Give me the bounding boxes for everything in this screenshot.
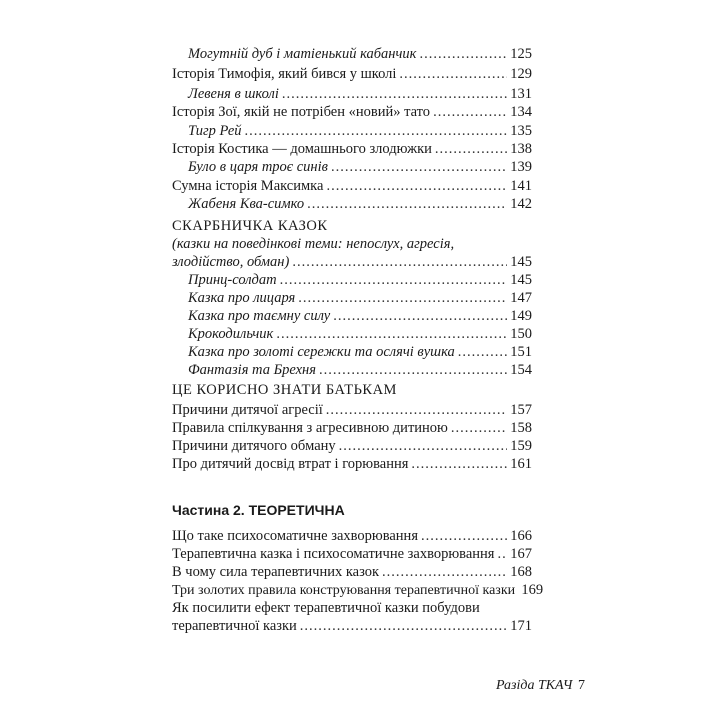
toc-entry-title: Три золотих правила конструювання терапевтичної казки: [172, 583, 516, 598]
toc-entry: [172, 290, 532, 308]
page-number: 7: [578, 678, 585, 693]
toc-entry: [172, 196, 532, 214]
section-heading: ЦЕ КОРИСНО ЗНАТИ БАТЬКАМ: [172, 382, 397, 398]
toc-entry-title: Сумна історія Максимка: [172, 178, 324, 194]
toc-entry-page: 154: [510, 362, 532, 378]
toc-entry-page: 134: [510, 104, 532, 120]
toc-entry-title-line1: Як посилити ефект терапевтичної казки побудови: [172, 600, 480, 616]
toc-entry-page: 125: [510, 46, 532, 62]
toc-entry: [172, 582, 544, 600]
toc-entry: [172, 272, 532, 290]
toc-entry-page: 139: [510, 159, 532, 175]
toc-entry-title: Левеня в школі: [188, 86, 279, 102]
toc-entry-title: Правила спілкування з агресивною дитиною: [172, 420, 448, 436]
toc-entry: [172, 104, 532, 122]
toc-entry: [172, 86, 532, 104]
toc-entry-page: 149: [510, 308, 532, 324]
toc-entry: [172, 46, 532, 64]
toc-entry-title: Казка про лицаря: [188, 290, 296, 306]
section-subtitle: (казки на поведінкові теми: непослух, агресія,: [172, 236, 455, 252]
toc-entry: [172, 456, 532, 474]
toc-entry: [172, 528, 532, 546]
toc-entry: [172, 362, 532, 380]
section-subtitle-cont: злодійство, обман): [172, 254, 290, 270]
toc-entry: [172, 254, 532, 272]
toc-entry-page: 168: [510, 564, 532, 580]
toc-entry-page: 158: [510, 420, 532, 436]
toc-entry-page: 142: [510, 196, 532, 212]
toc-entry: [172, 308, 532, 326]
toc-entry-title: Історія Костика — домашнього злодюжки: [172, 141, 432, 157]
part-heading: Частина 2. ТЕОРЕТИЧНА: [172, 502, 345, 518]
toc-entry-title: Жабеня Ква-симко: [188, 196, 305, 212]
toc-entry: [172, 159, 532, 177]
toc-entry: [172, 141, 532, 159]
toc-entry-title: В чому сила терапевтичних казок: [172, 564, 380, 580]
toc-entry-title: Терапевтична казка і психосоматичне захворювання: [172, 546, 495, 562]
toc-entry: [172, 420, 532, 438]
toc-entry-title: Було в царя троє синів: [188, 159, 328, 175]
toc-entry-title: Що таке психосоматичне захворювання: [172, 528, 418, 544]
toc-entry-page: 141: [510, 178, 532, 194]
toc-entry: [172, 326, 532, 344]
toc-entry-page: 169: [521, 582, 544, 598]
section-heading: СКАРБНИЧКА КАЗОК: [172, 218, 328, 234]
toc-entry: [172, 546, 532, 564]
toc-entry-title: Історія Тимофія, який бився у школі: [172, 66, 397, 82]
toc-entry-title: терапевтичної казки: [172, 618, 297, 634]
toc-entry-page: 166: [510, 528, 532, 544]
toc-entry-title: Про дитячий досвід втрат і горювання: [172, 456, 409, 472]
toc-entry-page: 159: [510, 438, 532, 454]
toc-entry-title: Причини дитячої агресії: [172, 402, 323, 418]
toc-entry: [172, 344, 532, 362]
toc-entry-page: 145: [510, 272, 532, 288]
toc-entry: [172, 66, 532, 84]
toc-entry: [172, 178, 532, 196]
toc-entry: [172, 123, 532, 141]
toc-entry-page: 151: [510, 344, 532, 360]
toc-entry-page: 138: [510, 141, 532, 157]
toc-entry-title: Могутній дуб і матіенький кабанчик: [188, 46, 417, 62]
toc-entry-title: Казка про таємну силу: [188, 308, 331, 324]
toc-entry: [172, 402, 532, 420]
toc-entry-page: 150: [510, 326, 532, 342]
toc-entry-page: 157: [510, 402, 532, 418]
toc-entry-page: 161: [510, 456, 532, 472]
toc-entry-title: Принц-солдат: [188, 272, 277, 288]
toc-entry-title: Тигр Рей: [188, 123, 242, 139]
toc-entry-page: 167: [510, 546, 532, 562]
toc-entry-title: Причини дитячого обману: [172, 438, 336, 454]
toc-entry: [172, 438, 532, 456]
toc-entry-title: Крокодильчик: [188, 326, 274, 342]
toc-entry-title: Історія Зої, якій не потрібен «новий» тато: [172, 104, 431, 120]
running-footer-author: Разіда ТКАЧ: [496, 678, 573, 693]
toc-entry-page: 135: [510, 123, 532, 139]
toc-entry: [172, 618, 532, 636]
toc-entry-page: 171: [510, 618, 532, 634]
toc-entry-title: Казка про золоті сережки та ослячі вушка: [188, 344, 455, 360]
toc-entry-page: 145: [510, 254, 532, 270]
toc-entry: [172, 564, 532, 582]
toc-entry-title: Фантазія та Брехня: [188, 362, 316, 378]
toc-entry-page: 129: [510, 66, 532, 82]
toc-entry-page: 147: [510, 290, 532, 306]
toc-entry-page: 131: [510, 86, 532, 102]
